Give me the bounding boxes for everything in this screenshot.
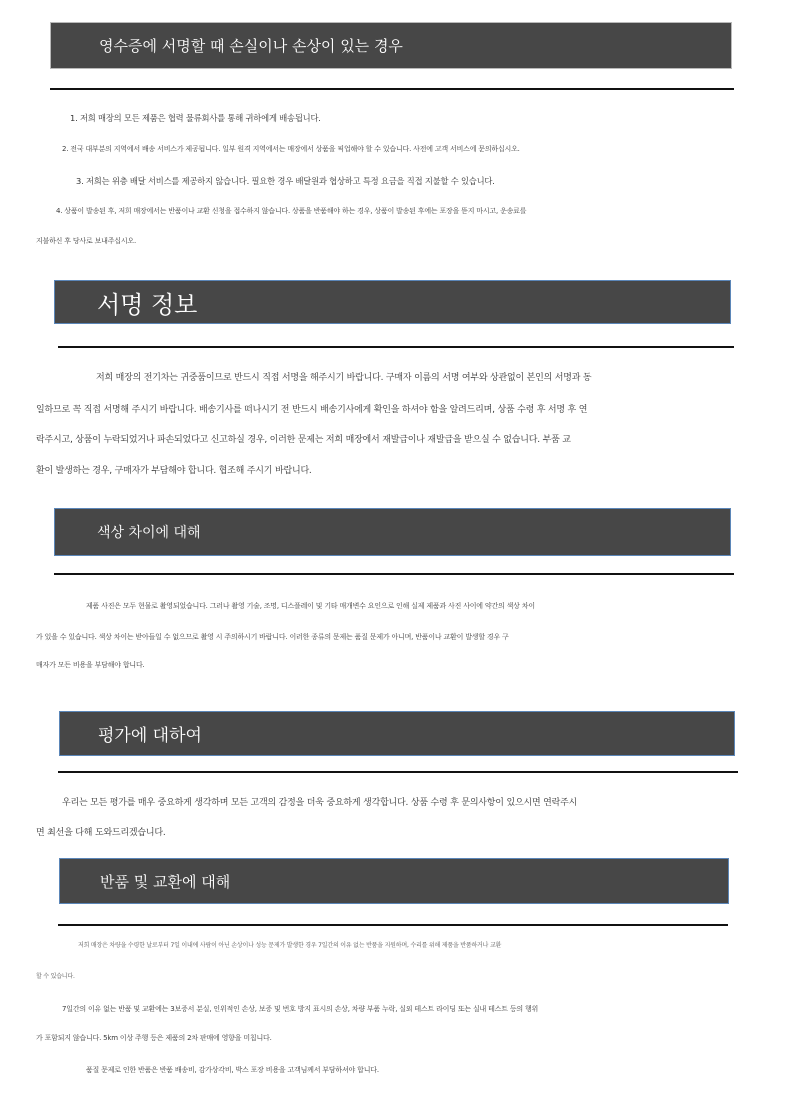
paragraph-line: 일하므로 꼭 직접 서명해 주시기 바랍니다. 배송기사를 떠나시기 전 반드시 배송기사에게 확인을 하셔야 함을 알려드리며, 상품 수령 후 서명 후 연	[36, 405, 588, 415]
paragraph-line: 락주시고, 상품이 누락되었거나 파손되었다고 신고하실 경우, 이러한 문제는 저희 매장에서 재발급이나 재발급을 받으실 수 없습니다. 부품 교	[36, 435, 571, 445]
section-title: 서명 정보	[97, 290, 198, 319]
warning-line: 가 포함되지 않습니다. 5km 이상 주행 등은 제품의 2차 판매에 영향을 미칩니다.	[36, 1034, 272, 1042]
divider	[58, 346, 734, 348]
list-item: 지불하신 후 당사로 보내주십시오.	[36, 237, 136, 245]
list-item: 3. 저희는 위층 배달 서비스를 제공하지 않습니다. 필요한 경우 배달원과 협상하고 특정 요금을 직접 지불할 수 있습니다.	[76, 176, 495, 186]
paragraph-line: 저희 매장의 전기차는 귀중품이므로 반드시 직접 서명을 해주시기 바랍니다. 구매자 이름의 서명 여부와 상관없이 본인의 서명과 동	[96, 373, 592, 383]
section-title: 색상 차이에 대해	[97, 525, 201, 541]
divider	[58, 924, 728, 926]
paragraph-line: 제품 사진은 모두 현물로 촬영되었습니다. 그러나 촬영 기술, 조명, 디스플레이 및 기타 매개변수 요인으로 인해 실제 제품과 사진 사이에 약간의 색상 차이	[86, 602, 535, 610]
list-item: 4. 상품이 발송된 후, 저희 매장에서는 반품이나 교환 신청을 접수하지 않습니다. 상품을 반품해야 하는 경우, 상품이 발송된 후에는 포장을 뜯지 마시고, 운송료를	[56, 207, 527, 215]
section-title: 평가에 대하여	[98, 726, 202, 746]
list-item: 2. 전국 대부분의 지역에서 배송 서비스가 제공됩니다. 일부 원격 지역에서는 매장에서 상품을 픽업해야 할 수 있습니다. 사전에 고객 서비스에 문의하십시오.	[62, 145, 520, 153]
paragraph-line: 할 수 있습니다.	[36, 973, 75, 980]
paragraph-line: 품질 문제로 인한 반품은 반품 배송비, 감가상각비, 박스 포장 비용을 고객님께서 부담하셔야 합니다.	[86, 1066, 379, 1074]
paragraph-line: 매자가 모든 비용을 부담해야 합니다.	[36, 661, 145, 669]
section-title: 영수증에 서명할 때 손실이나 손상이 있는 경우	[99, 37, 403, 55]
list-item: 1. 저희 매장의 모든 제품은 협력 물류회사를 통해 귀하에게 배송됩니다.	[70, 113, 321, 123]
warning-line: 7일간의 이유 없는 반품 및 교환에는 3보증서 분실, 인위적인 손상, 보증 및 번호 방지 표시의 손상, 차량 부품 누락, 실외 테스트 라이딩 또는 실내 테스트 등의 행위	[62, 1005, 539, 1013]
section-header-reviews	[59, 711, 735, 756]
divider	[54, 573, 734, 575]
section-header-signature-info	[54, 280, 731, 324]
paragraph-line: 우리는 모든 평가를 매우 중요하게 생각하며 모든 고객의 감정을 더욱 중요하게 생각합니다. 상품 수령 후 문의사항이 있으시면 연락주시	[62, 798, 578, 808]
section-header-color-difference	[54, 508, 731, 556]
paragraph-line: 면 최선을 다해 도와드리겠습니다.	[36, 828, 166, 838]
divider	[50, 88, 734, 90]
paragraph-line: 환이 발생하는 경우, 구매자가 부담해야 합니다. 협조해 주시기 바랍니다.	[36, 466, 312, 476]
section-header-returns	[59, 858, 729, 904]
section-header-receipt-damage	[50, 22, 732, 69]
paragraph-line: 가 있을 수 있습니다. 색상 차이는 받아들일 수 없으므로 촬영 시 주의하시기 바랍니다. 이러한 종류의 문제는 품질 문제가 아니며, 반품이나 교환이 발생할 경우 구	[36, 633, 509, 641]
paragraph-line: 저희 매장은 차량을 수령한 날로부터 7일 이내에 사람이 아닌 손상이나 성능 문제가 발생한 경우 7일간의 이유 없는 반품을 지원하며, 수리를 위해 제품을 반품하거나 교환	[78, 942, 502, 949]
divider	[58, 771, 738, 773]
section-title: 반품 및 교환에 대해	[100, 872, 231, 891]
